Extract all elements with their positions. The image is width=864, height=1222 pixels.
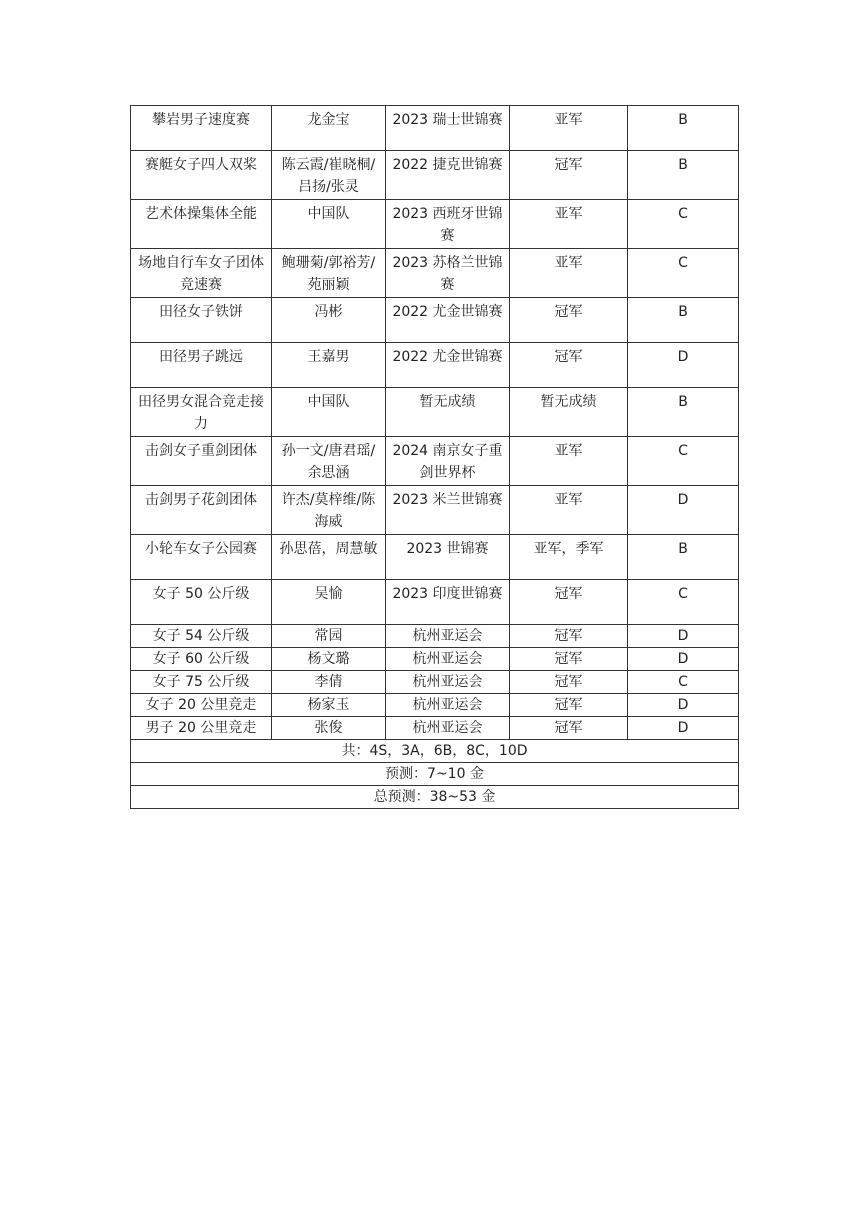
athletes-cell: 张俊 (272, 717, 386, 740)
event-cell: 击剑女子重剑团体 (131, 437, 272, 486)
table-row (131, 535, 739, 580)
grade-cell: B (628, 298, 739, 343)
result-event-cell: 杭州亚运会 (386, 671, 510, 694)
grade-cell: B (628, 388, 739, 437)
athletes-cell: 王嘉男 (272, 343, 386, 388)
event-cell: 男子 20 公里竞走 (131, 717, 272, 740)
event-cell: 田径女子铁饼 (131, 298, 272, 343)
event-cell: 攀岩男子速度赛 (131, 106, 272, 151)
summary-row-total (131, 740, 739, 763)
result-event-cell: 杭州亚运会 (386, 694, 510, 717)
table-row (131, 388, 739, 437)
table-row (131, 249, 739, 298)
table-row (131, 580, 739, 625)
result-event-cell: 2023 苏格兰世锦赛 (386, 249, 510, 298)
athletes-cell: 中国队 (272, 388, 386, 437)
grade-cell: C (628, 580, 739, 625)
result-cell: 亚军，季军 (510, 535, 628, 580)
result-cell: 冠军 (510, 694, 628, 717)
athletes-cell: 鲍珊菊/郭裕芳/苑丽颖 (272, 249, 386, 298)
result-cell: 冠军 (510, 671, 628, 694)
result-cell: 亚军 (510, 106, 628, 151)
summary-overall-forecast: 总预测：38~53 金 (131, 786, 739, 809)
result-cell: 亚军 (510, 249, 628, 298)
event-cell: 田径男女混合竞走接力 (131, 388, 272, 437)
result-event-cell: 2024 南京女子重剑世界杯 (386, 437, 510, 486)
event-cell: 艺术体操集体全能 (131, 200, 272, 249)
table-row (131, 200, 739, 249)
summary-total: 共：4S，3A，6B，8C，10D (131, 740, 739, 763)
table-row (131, 648, 739, 671)
result-event-cell: 2022 尤金世锦赛 (386, 298, 510, 343)
grade-cell: C (628, 200, 739, 249)
result-cell: 冠军 (510, 343, 628, 388)
athletes-cell: 陈云霞/崔晓桐/吕扬/张灵 (272, 151, 386, 200)
athletes-cell: 孙一文/唐君瑶/余思涵 (272, 437, 386, 486)
grade-cell: B (628, 106, 739, 151)
result-cell: 亚军 (510, 200, 628, 249)
result-event-cell: 2023 世锦赛 (386, 535, 510, 580)
athletes-cell: 孙思蓓，周慧敏 (272, 535, 386, 580)
grade-cell: D (628, 486, 739, 535)
result-event-cell: 杭州亚运会 (386, 625, 510, 648)
athletes-cell: 吴愉 (272, 580, 386, 625)
table-row (131, 671, 739, 694)
event-cell: 田径男子跳远 (131, 343, 272, 388)
summary-row-forecast (131, 763, 739, 786)
table-row (131, 437, 739, 486)
table-row (131, 343, 739, 388)
event-cell: 女子 20 公里竞走 (131, 694, 272, 717)
result-event-cell: 2023 瑞士世锦赛 (386, 106, 510, 151)
result-cell: 冠军 (510, 717, 628, 740)
summary-forecast: 预测：7~10 金 (131, 763, 739, 786)
event-cell: 女子 60 公斤级 (131, 648, 272, 671)
grade-cell: B (628, 535, 739, 580)
athletes-cell: 龙金宝 (272, 106, 386, 151)
athletes-cell: 杨文璐 (272, 648, 386, 671)
table-row (131, 151, 739, 200)
result-cell: 冠军 (510, 648, 628, 671)
table-row (131, 625, 739, 648)
event-cell: 赛艇女子四人双桨 (131, 151, 272, 200)
grade-cell: D (628, 694, 739, 717)
table-row (131, 298, 739, 343)
grade-cell: B (628, 151, 739, 200)
grade-cell: D (628, 343, 739, 388)
result-cell: 冠军 (510, 298, 628, 343)
grade-cell: C (628, 249, 739, 298)
athletes-cell: 许杰/莫梓维/陈海威 (272, 486, 386, 535)
athletes-cell: 中国队 (272, 200, 386, 249)
result-event-cell: 杭州亚运会 (386, 717, 510, 740)
summary-row-overall-forecast (131, 786, 739, 809)
athletes-cell: 常园 (272, 625, 386, 648)
table-row (131, 694, 739, 717)
result-cell: 亚军 (510, 486, 628, 535)
grade-cell: D (628, 625, 739, 648)
result-event-cell: 2023 西班牙世锦赛 (386, 200, 510, 249)
table-row (131, 486, 739, 535)
athletes-cell: 杨家玉 (272, 694, 386, 717)
result-cell: 暂无成绩 (510, 388, 628, 437)
result-event-cell: 2023 米兰世锦赛 (386, 486, 510, 535)
event-cell: 场地自行车女子团体竞速赛 (131, 249, 272, 298)
result-event-cell: 杭州亚运会 (386, 648, 510, 671)
event-cell: 击剑男子花剑团体 (131, 486, 272, 535)
athletes-cell: 李倩 (272, 671, 386, 694)
result-cell: 冠军 (510, 151, 628, 200)
grade-cell: C (628, 671, 739, 694)
medal-forecast-table (130, 105, 739, 809)
grade-cell: C (628, 437, 739, 486)
grade-cell: D (628, 648, 739, 671)
grade-cell: D (628, 717, 739, 740)
event-cell: 女子 54 公斤级 (131, 625, 272, 648)
result-event-cell: 暂无成绩 (386, 388, 510, 437)
result-event-cell: 2023 印度世锦赛 (386, 580, 510, 625)
result-event-cell: 2022 尤金世锦赛 (386, 343, 510, 388)
result-cell: 亚军 (510, 437, 628, 486)
athletes-cell: 冯彬 (272, 298, 386, 343)
event-cell: 小轮车女子公园赛 (131, 535, 272, 580)
table-row (131, 106, 739, 151)
event-cell: 女子 50 公斤级 (131, 580, 272, 625)
event-cell: 女子 75 公斤级 (131, 671, 272, 694)
result-event-cell: 2022 捷克世锦赛 (386, 151, 510, 200)
table-row (131, 717, 739, 740)
result-cell: 冠军 (510, 580, 628, 625)
result-cell: 冠军 (510, 625, 628, 648)
